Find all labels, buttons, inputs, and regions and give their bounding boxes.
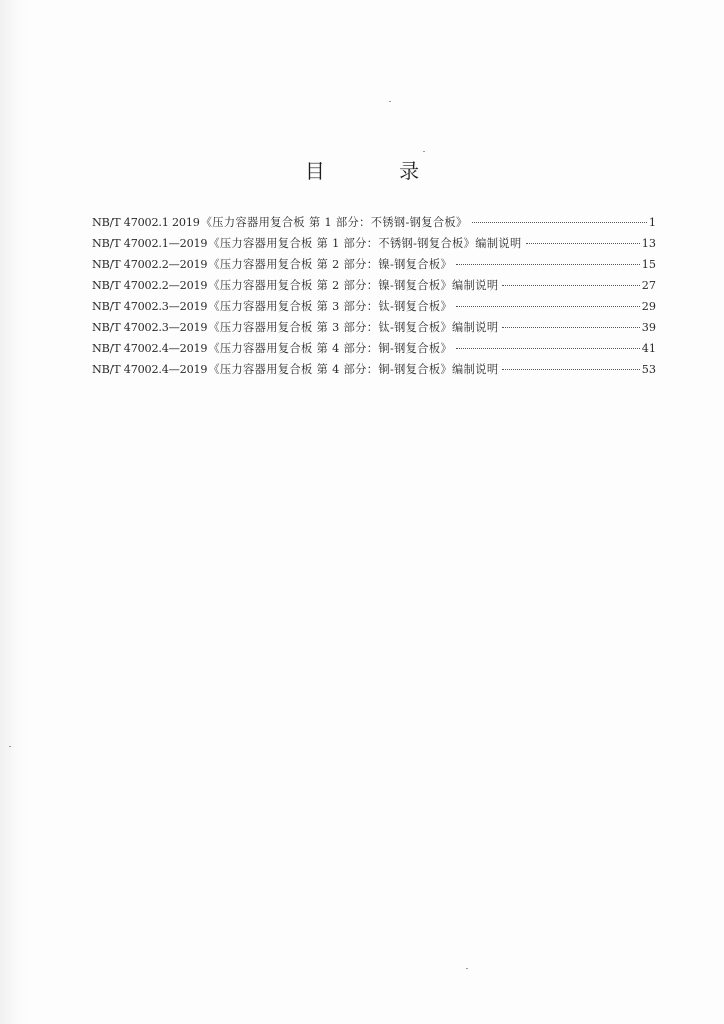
dot-leader <box>502 327 639 328</box>
toc-entry[interactable] <box>92 319 656 340</box>
toc-entry[interactable] <box>92 256 656 277</box>
toc-entry-title: 《压力容器用复合板 第 3 部分：钛-钢复合板》 <box>208 300 453 313</box>
dot-leader <box>456 306 640 307</box>
toc-entry-page: 39 <box>641 321 656 334</box>
dot-leader <box>502 369 639 370</box>
toc-entry-code: NB/T 47002.2—2019 <box>92 258 208 271</box>
dot-leader <box>472 222 647 223</box>
toc-entry-title: 《压力容器用复合板 第 3 部分：钛-钢复合板》编制说明 <box>208 321 499 334</box>
toc-entry-page: 1 <box>648 216 656 229</box>
dot-leader <box>456 348 640 349</box>
toc-entry[interactable] <box>92 340 656 361</box>
dot-leader <box>526 243 640 244</box>
dot-leader <box>502 285 639 286</box>
toc-entry-title: 《压力容器用复合板 第 1 部分：不锈钢-钢复合板》 <box>200 216 468 229</box>
toc-entry-title: 《压力容器用复合板 第 4 部分：铜-钢复合板》 <box>208 342 453 355</box>
scan-speck <box>9 746 11 747</box>
toc-entry-code: NB/T 47002.3—2019 <box>92 321 208 334</box>
toc-entry-title: 《压力容器用复合板 第 1 部分：不锈钢-钢复合板》编制说明 <box>208 237 522 250</box>
dot-leader <box>456 264 640 265</box>
toc-entry-title: 《压力容器用复合板 第 2 部分：镍-钢复合板》 <box>208 258 453 271</box>
toc-entry[interactable] <box>92 214 656 235</box>
table-of-contents <box>92 214 656 382</box>
scan-speck <box>389 101 391 102</box>
scan-speck <box>423 151 425 152</box>
toc-entry-title: 《压力容器用复合板 第 2 部分：镍-钢复合板》编制说明 <box>208 279 499 292</box>
toc-entry-page: 53 <box>641 363 656 376</box>
toc-entry-code: NB/T 47002.3—2019 <box>92 300 208 313</box>
toc-entry-code: NB/T 47002.4—2019 <box>92 342 208 355</box>
toc-entry[interactable] <box>92 361 656 382</box>
toc-entry-page: 13 <box>641 237 656 250</box>
binding-shadow <box>0 0 30 1024</box>
toc-entry-code: NB/T 47002.1 2019 <box>92 216 200 229</box>
toc-entry[interactable] <box>92 298 656 319</box>
toc-entry-code: NB/T 47002.1—2019 <box>92 237 208 250</box>
page-title: 目 录 <box>304 159 454 183</box>
toc-entry[interactable] <box>92 235 656 256</box>
toc-entry-page: 41 <box>641 342 656 355</box>
toc-entry-code: NB/T 47002.4—2019 <box>92 363 208 376</box>
toc-entry-title: 《压力容器用复合板 第 4 部分：铜-钢复合板》编制说明 <box>208 363 499 376</box>
toc-entry-page: 15 <box>641 258 656 271</box>
toc-entry[interactable] <box>92 277 656 298</box>
toc-entry-page: 27 <box>641 279 656 292</box>
scan-speck <box>466 968 468 969</box>
toc-entry-code: NB/T 47002.2—2019 <box>92 279 208 292</box>
toc-entry-page: 29 <box>641 300 656 313</box>
